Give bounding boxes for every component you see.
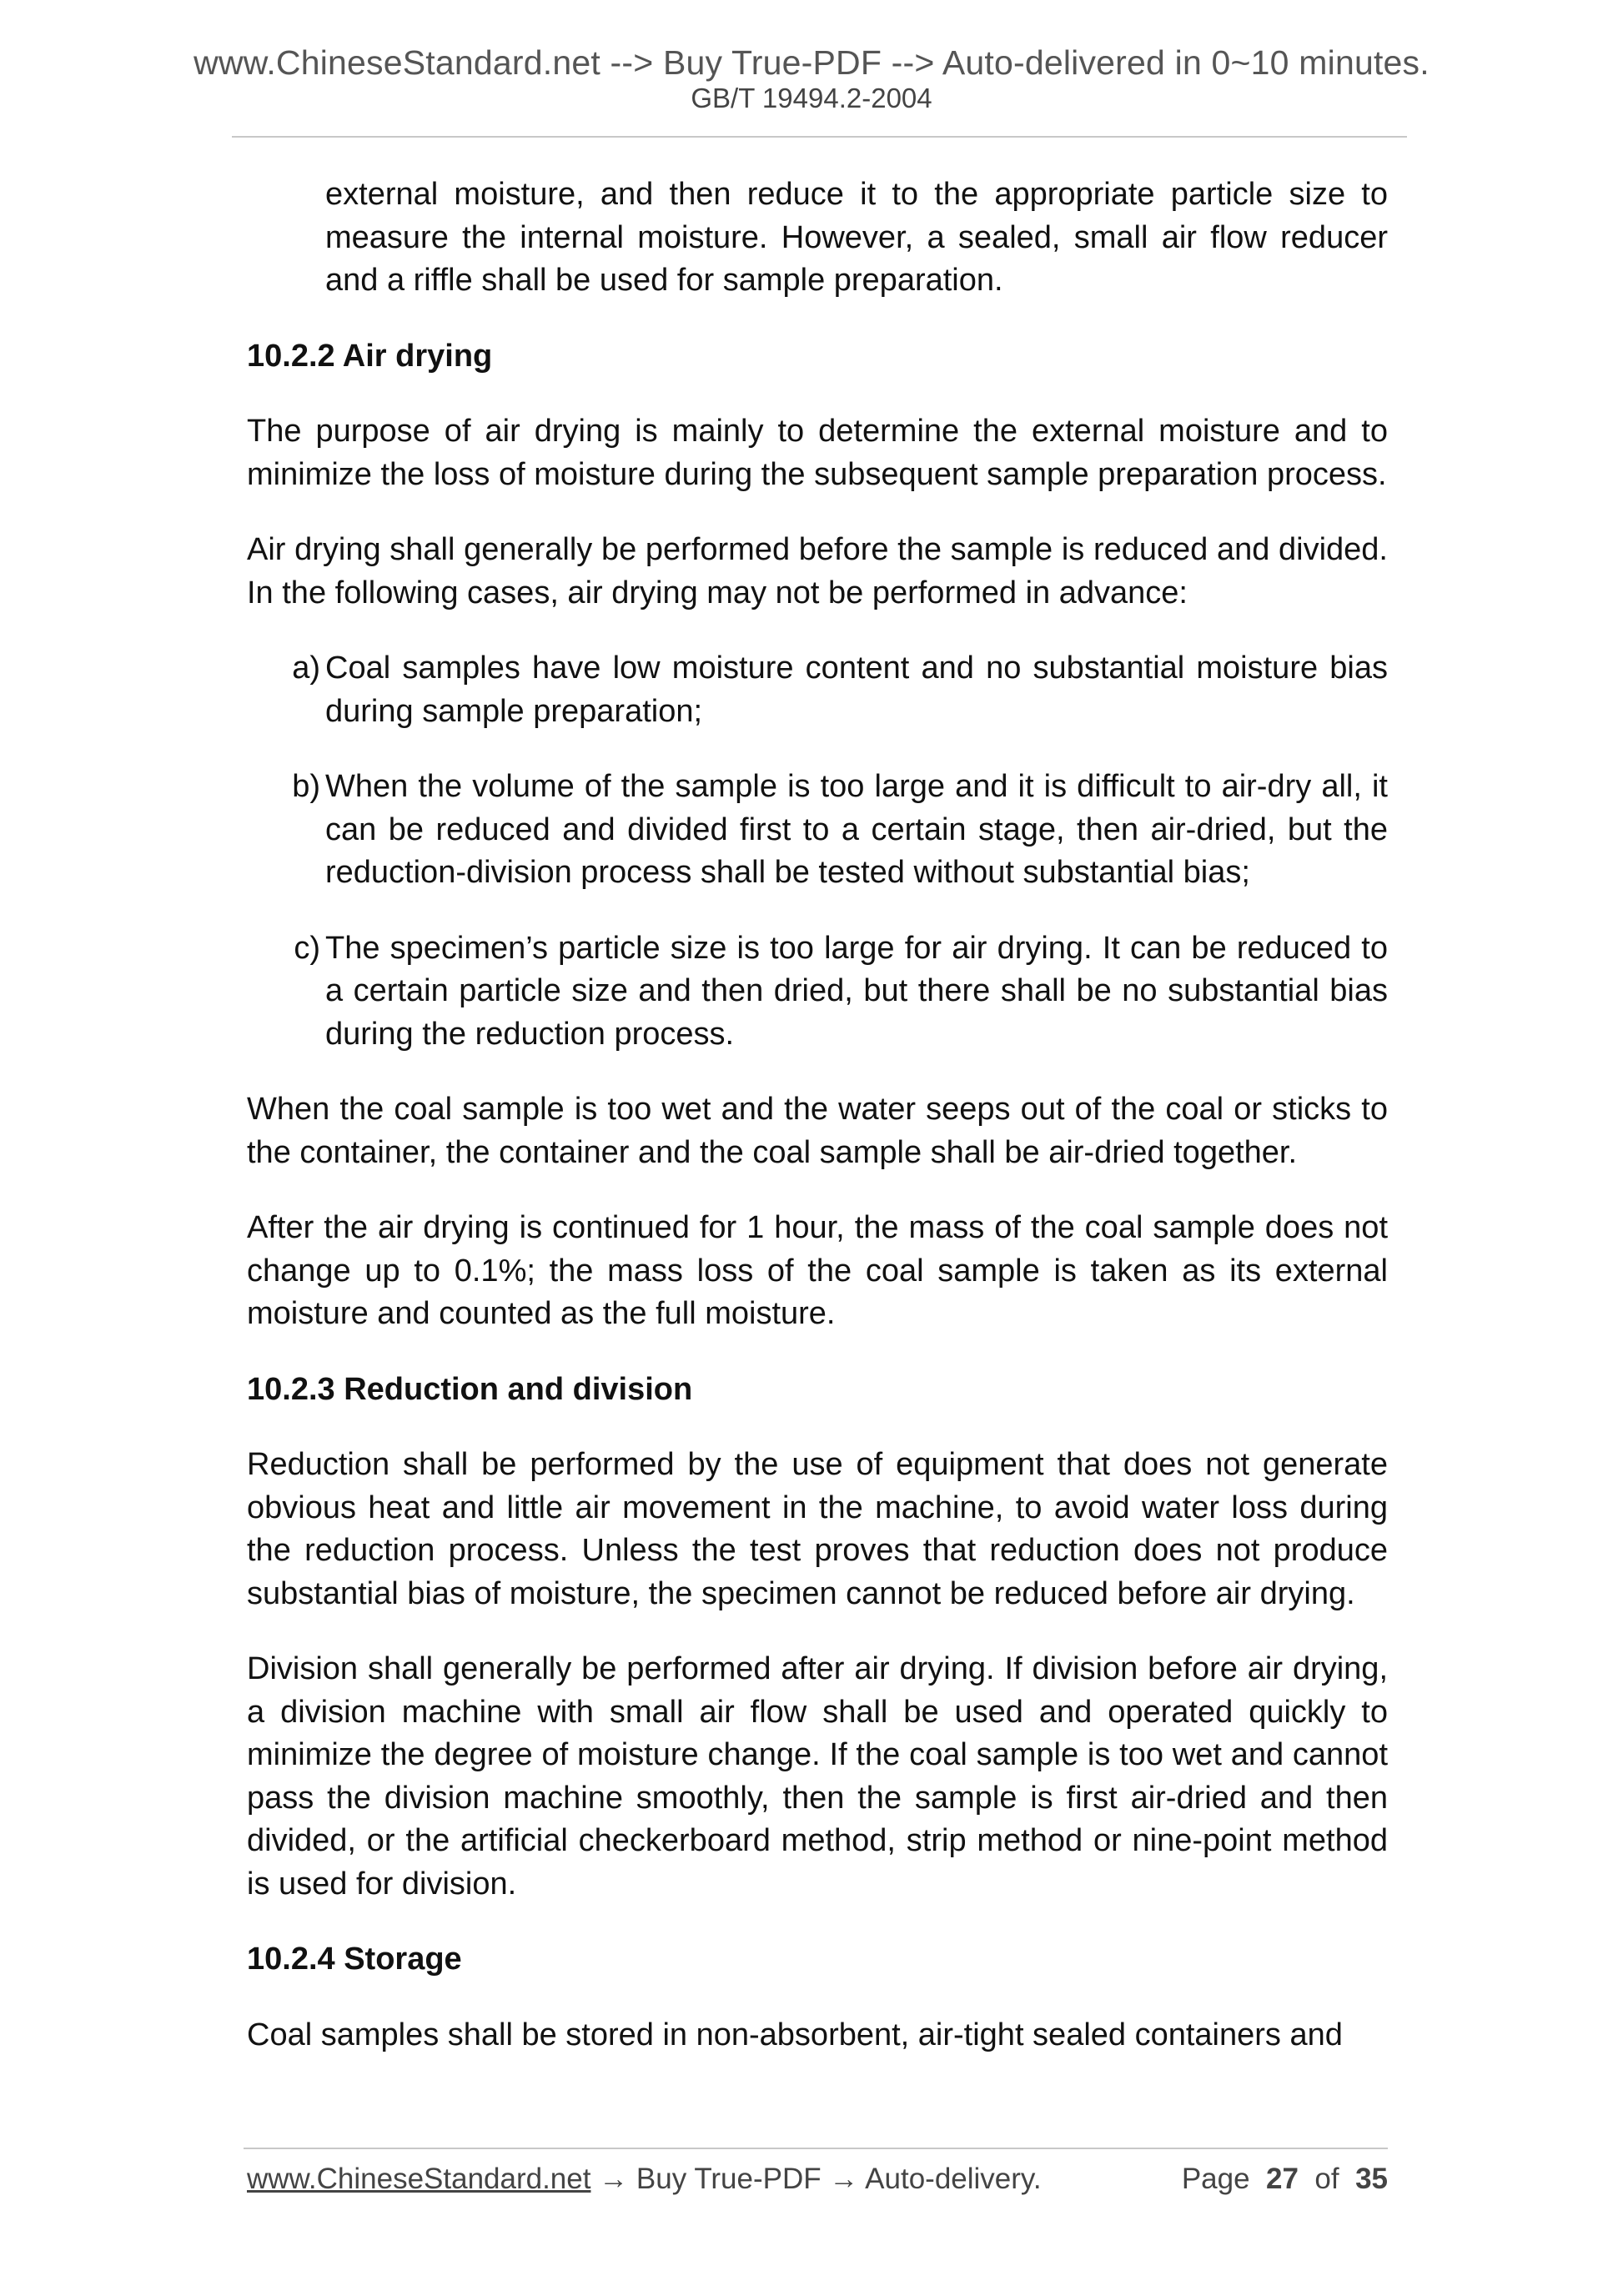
continued-paragraph: external moisture, and then reduce it to the appropriate particle size to measure the internal moisture. However, a sealed, small air flow reducer and a riffle shall be used for sample preparation. <box>325 177 1388 298</box>
list-item-text: When the volume of the sample is too large and it is difficult to air-dry all, it can be reduced and divided first to a certain stage, then air-dried, but the reduction-division process shall be tested without substantial bias; <box>325 769 1388 890</box>
page-number: 27 <box>1266 2163 1299 2195</box>
paragraph: Air drying shall generally be performed before the sample is reduced and divided. In the following cases, air drying may not be performed in advance: <box>247 532 1388 610</box>
footer-left <box>247 2163 1042 2196</box>
list-item-text: Coal samples have low moisture content and no substantial moisture bias during sample preparation; <box>325 651 1388 729</box>
page-indicator <box>1182 2163 1388 2196</box>
section-heading-10-2-3: 10.2.3 Reduction and division <box>247 1371 693 1407</box>
footer-tagline: → Buy True-PDF → Auto-delivery. <box>590 2163 1042 2195</box>
paragraph: The purpose of air drying is mainly to determine the external moisture and to minimize the loss of moisture during the subsequent sample preparation process. <box>247 414 1388 492</box>
header-banner: www.ChineseStandard.net --> Buy True-PDF --> Auto-delivered in 0~10 minutes. <box>193 43 1430 82</box>
list-item <box>247 647 1388 733</box>
list-item-text: The specimen’s particle size is too large for air drying. It can be reduced to a certain particle size and then dried, but there shall be no substantial bias during the reduction process. <box>325 930 1388 1052</box>
paragraph: Coal samples shall be stored in non-absorbent, air-tight sealed containers and <box>247 2017 1343 2052</box>
list-item-label: c) <box>294 930 320 966</box>
standard-number: GB/T 19494.2-2004 <box>691 83 932 113</box>
paragraph: After the air drying is continued for 1 hour, the mass of the coal sample does not change up to 0.1%; the mass loss of the coal sample is taken as its external moisture and counted as the full moisture. <box>247 1210 1388 1331</box>
page-label: Page <box>1181 2163 1250 2195</box>
paragraph: Division shall generally be performed after air drying. If division before air drying, a division machine with small air flow shall be used and operated quickly to minimize the degree of moisture change. If the coal sample is too wet and cannot pass the division machine smoothly, then the sample is first air-dried and then divided, or the artificial checkerboard method, strip method or nine-point method is used for division. <box>247 1651 1388 1902</box>
header-divider <box>232 136 1407 138</box>
document-body <box>247 173 1388 2089</box>
section-heading-10-2-2: 10.2.2 Air drying <box>247 338 493 374</box>
list-item <box>247 927 1388 1057</box>
paragraph: Reduction shall be performed by the use of equipment that does not generate obvious heat and little air movement in the machine, to avoid water loss during the reduction process. Unless the test proves that reduction does not produce substantial bias of moisture, the specimen cannot be reduced before air drying. <box>247 1447 1388 1611</box>
total-pages: 35 <box>1355 2163 1388 2195</box>
paragraph: When the coal sample is too wet and the water seeps out of the coal or sticks to the container, the container and the coal sample shall be air-dried together. <box>247 1092 1388 1170</box>
list-item-label: a) <box>292 651 320 686</box>
site-link[interactable]: www.ChineseStandard.net <box>247 2163 591 2195</box>
of-label: of <box>1314 2163 1339 2195</box>
list-item-label: b) <box>292 769 320 804</box>
list-item <box>247 766 1388 895</box>
section-heading-10-2-4: 10.2.4 Storage <box>247 1942 462 1977</box>
footer-divider <box>244 2148 1388 2149</box>
